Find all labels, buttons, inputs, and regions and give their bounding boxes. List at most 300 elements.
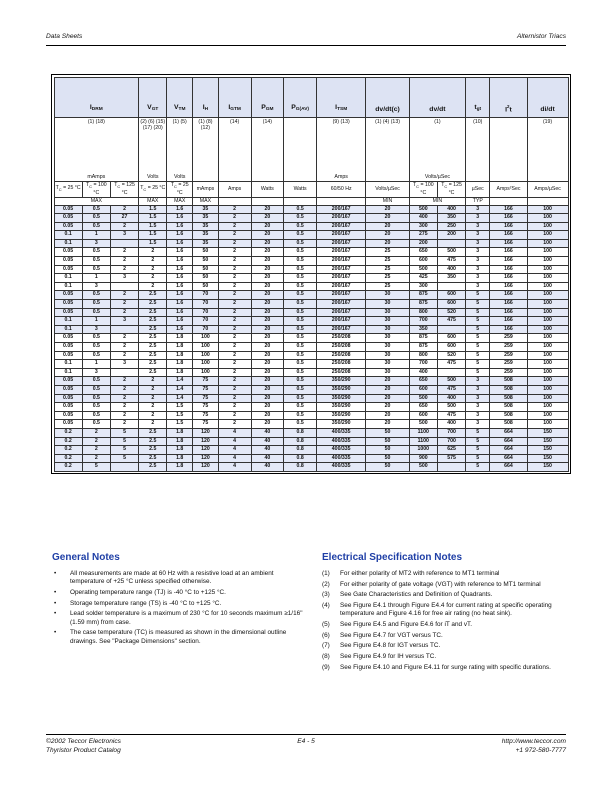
table-cell: 1.5	[139, 205, 167, 214]
table-cell: 1.6	[167, 239, 193, 248]
table-cell: 350/290	[317, 385, 366, 394]
table-cell: 166	[490, 265, 527, 274]
page-footer	[46, 734, 566, 765]
table-row	[54, 248, 568, 257]
electrical-note-item	[322, 591, 574, 599]
column-header: di/dt	[527, 77, 568, 117]
table-cell: 20	[251, 351, 284, 360]
table-cell: 2	[139, 248, 167, 257]
table-cell: 0.5	[82, 300, 110, 309]
table-cell: 700	[437, 428, 465, 437]
table-cell: 5	[466, 291, 490, 300]
table-cell: 0.5	[284, 377, 317, 386]
electrical-note-text: See Figure E4.7 for VGT versus TC.	[340, 631, 443, 639]
table-cell: 0.05	[54, 300, 82, 309]
table-cell: 20	[366, 420, 409, 429]
column-notes: (2) (6) (15) (17) (20)	[139, 117, 167, 171]
table-cell: 200/167	[317, 265, 366, 274]
table-cell: 50	[366, 446, 409, 455]
table-cell: 2.5	[139, 334, 167, 343]
general-note-item	[52, 610, 307, 627]
table-cell: 0.5	[82, 308, 110, 317]
table-cell: 5	[466, 343, 490, 352]
table-row	[54, 343, 568, 352]
table-cell: 5	[110, 454, 138, 463]
table-cell: 2	[110, 205, 138, 214]
table-cell: 2	[110, 308, 138, 317]
electrical-note-item	[322, 581, 574, 589]
table-cell: 0.1	[54, 360, 82, 369]
column-unit	[366, 171, 409, 182]
table-cell: 400/335	[317, 463, 366, 472]
table-cell: 2	[110, 411, 138, 420]
note-number: (7)	[322, 642, 330, 650]
table-cell: 0.5	[82, 257, 110, 266]
column-notes: (14)	[251, 117, 284, 171]
electrical-notes-list	[322, 570, 574, 674]
table-cell: 400	[437, 394, 465, 403]
table-cell: 400/335	[317, 454, 366, 463]
table-cell: 600	[437, 343, 465, 352]
limit-cell	[317, 197, 366, 205]
table-cell: 50	[193, 274, 219, 283]
table-cell: 20	[251, 325, 284, 334]
table-cell: 0.2	[54, 446, 82, 455]
table-cell: 664	[490, 428, 527, 437]
table-cell: 2.5	[139, 360, 167, 369]
table-cell: 625	[437, 446, 465, 455]
table-cell: 20	[366, 385, 409, 394]
column-unit: Amps	[317, 171, 366, 182]
table-cell: 20	[366, 394, 409, 403]
table-cell: 400/335	[317, 437, 366, 446]
table-cell: 20	[251, 377, 284, 386]
table-row	[54, 377, 568, 386]
limit-cell	[284, 197, 317, 205]
table-cell: 75	[193, 403, 219, 412]
table-cell: 0.05	[54, 411, 82, 420]
table-cell: 50	[366, 428, 409, 437]
table-cell: 0.5	[284, 385, 317, 394]
column-notes: (9) (13)	[317, 117, 366, 171]
limit-cell: MAX	[193, 197, 219, 205]
table-cell: 3	[110, 231, 138, 240]
table-cell: 2	[139, 411, 167, 420]
condition-cell: $T_C = 100$ °C	[82, 181, 110, 197]
table-cell: 0.5	[284, 308, 317, 317]
table-cell	[437, 239, 465, 248]
limit-cell	[251, 197, 284, 205]
table-cell: 1.6	[167, 222, 193, 231]
table-cell: 2	[218, 394, 251, 403]
table-cell: 3	[82, 368, 110, 377]
table-cell: 166	[490, 222, 527, 231]
table-cell: 40	[251, 454, 284, 463]
table-cell: 5	[466, 454, 490, 463]
table-cell: 70	[193, 291, 219, 300]
table-cell: 1.5	[167, 420, 193, 429]
table-cell: 200/167	[317, 325, 366, 334]
column-header: $I_H$	[193, 77, 219, 117]
table-cell: 600	[437, 300, 465, 309]
table-cell: 2	[110, 222, 138, 231]
table-cell: 0.5	[284, 368, 317, 377]
table-cell: 1000	[409, 446, 437, 455]
general-note-text: Lead solder temperature is a maximum of 230 °C for 10 seconds maximum ≥1/16" (1.59 mm) from case.	[70, 610, 303, 626]
table-cell: 2	[82, 446, 110, 455]
table-cell: 2	[218, 231, 251, 240]
table-cell: 2	[110, 291, 138, 300]
table-cell: 2.5	[139, 446, 167, 455]
bullet-icon: •	[54, 570, 57, 577]
note-number: (2)	[322, 580, 330, 588]
table-cell: 475	[437, 360, 465, 369]
limit-cell: MAX	[54, 197, 139, 205]
table-cell: 259	[490, 351, 527, 360]
table-cell: 200/167	[317, 248, 366, 257]
table-cell: 150	[527, 454, 568, 463]
table-cell: 3	[466, 420, 490, 429]
condition-cell: Amps/µSec	[527, 181, 568, 197]
table-cell: 25	[366, 274, 409, 283]
table-cell: 30	[366, 325, 409, 334]
table-cell: 25	[366, 257, 409, 266]
table-cell: 0.5	[82, 248, 110, 257]
table-cell: 20	[251, 248, 284, 257]
table-cell: 475	[437, 385, 465, 394]
table-cell: 2	[218, 351, 251, 360]
table-cell: 200/167	[317, 222, 366, 231]
table-cell: 20	[251, 368, 284, 377]
table-cell: 5	[466, 368, 490, 377]
table-cell: 600	[409, 257, 437, 266]
table-cell: 2	[218, 385, 251, 394]
table-cell: 50	[193, 257, 219, 266]
table-symbol-header-row	[54, 77, 568, 117]
table-cell: 2	[218, 343, 251, 352]
table-cell: 475	[437, 411, 465, 420]
table-cell: 500	[437, 248, 465, 257]
table-cell: 100	[193, 334, 219, 343]
table-cell: 166	[490, 300, 527, 309]
table-cell: 3	[110, 274, 138, 283]
table-cell: 100	[527, 222, 568, 231]
table-row	[54, 394, 568, 403]
table-cell: 0.5	[82, 420, 110, 429]
table-cell: 259	[490, 360, 527, 369]
table-cell: 350	[437, 214, 465, 223]
general-note-text: Storage temperature range (TS) is -40 °C to +125 °C.	[70, 599, 222, 607]
table-cell: 1.6	[167, 248, 193, 257]
table-row	[54, 231, 568, 240]
table-cell: 0.5	[284, 317, 317, 326]
table-cell: 875	[409, 300, 437, 309]
table-cell: 150	[527, 428, 568, 437]
table-cell: 0.5	[82, 222, 110, 231]
table-cell: 0.5	[284, 343, 317, 352]
table-cell: 200/167	[317, 300, 366, 309]
note-number: (8)	[322, 653, 330, 661]
column-notes: (1) (4) (13)	[366, 117, 409, 171]
table-cell: 0.05	[54, 343, 82, 352]
table-cell: 0.05	[54, 351, 82, 360]
condition-cell: $T_C = 100$ °C	[409, 181, 437, 197]
table-cell: 400	[409, 214, 437, 223]
column-notes	[284, 117, 317, 171]
table-cell: 200/167	[317, 291, 366, 300]
table-row	[54, 454, 568, 463]
table-cell: 3	[466, 222, 490, 231]
table-cell: 2	[110, 300, 138, 309]
table-cell: 3	[466, 403, 490, 412]
table-cell: 0.2	[54, 437, 82, 446]
table-cell: 0.5	[82, 377, 110, 386]
bullet-icon: •	[54, 599, 57, 607]
table-cell: 500	[409, 463, 437, 472]
table-cell: 3	[466, 394, 490, 403]
table-cell: 40	[251, 437, 284, 446]
table-cell: 2.5	[139, 308, 167, 317]
table-cell: 1.6	[167, 300, 193, 309]
table-cell: 100	[193, 343, 219, 352]
table-cell	[437, 325, 465, 334]
table-cell: 1.5	[139, 214, 167, 223]
table-cell: 3	[82, 282, 110, 291]
table-cell: 350	[437, 274, 465, 283]
table-cell	[437, 282, 465, 291]
condition-cell: Amps	[218, 181, 251, 197]
table-cell: 150	[527, 437, 568, 446]
column-unit	[527, 171, 568, 182]
table-cell: 5	[466, 334, 490, 343]
column-unit	[466, 171, 490, 182]
column-unit: Volts	[139, 171, 167, 182]
column-header: $t_{gt}$	[466, 77, 490, 117]
table-cell: 2	[110, 385, 138, 394]
table-cell: 5	[466, 428, 490, 437]
table-cell: 1100	[409, 428, 437, 437]
table-cell: 508	[490, 420, 527, 429]
table-cell: 100	[527, 291, 568, 300]
table-row	[54, 291, 568, 300]
table-cell: 875	[409, 343, 437, 352]
column-unit: mAmps	[54, 171, 139, 182]
table-cell: 5	[110, 437, 138, 446]
table-cell: 2.5	[139, 463, 167, 472]
table-cell: 259	[490, 368, 527, 377]
condition-cell: 60/50 Hz	[317, 181, 366, 197]
column-header: $P_{GM}$	[251, 77, 284, 117]
electrical-notes-title: Electrical Specification Notes	[322, 552, 463, 563]
table-cell: 40	[251, 446, 284, 455]
footer-website-link[interactable]: http://www.teccor.com	[501, 738, 566, 745]
table-cell: 300	[409, 222, 437, 231]
table-cell: 40	[251, 428, 284, 437]
condition-cell: Watts	[251, 181, 284, 197]
table-cell: 0.2	[54, 463, 82, 472]
table-cell: 0.05	[54, 308, 82, 317]
table-cell: 1.5	[167, 411, 193, 420]
table-cell: 0.05	[54, 377, 82, 386]
table-cell: 0.5	[284, 360, 317, 369]
table-cell: 400/335	[317, 428, 366, 437]
table-cell: 166	[490, 205, 527, 214]
table-cell: 0.5	[284, 222, 317, 231]
general-note-item	[52, 589, 307, 597]
table-cell: 2	[218, 239, 251, 248]
table-cell: 508	[490, 377, 527, 386]
table-cell: 3	[466, 282, 490, 291]
table-cell: 0.05	[54, 394, 82, 403]
table-cell: 166	[490, 274, 527, 283]
table-cell: 35	[193, 214, 219, 223]
table-cell: 600	[409, 411, 437, 420]
table-cell: 100	[527, 274, 568, 283]
table-cell: 2	[218, 205, 251, 214]
table-cell: 20	[251, 403, 284, 412]
table-cell: 0.8	[284, 463, 317, 472]
table-cell: 0.5	[82, 394, 110, 403]
table-cell: 0.05	[54, 248, 82, 257]
table-cell: 475	[437, 257, 465, 266]
note-number: (4)	[322, 602, 330, 610]
table-cell: 2	[218, 300, 251, 309]
table-row	[54, 325, 568, 334]
electrical-note-text: See Figure E4.10 and Figure E4.11 for surge rating with specific durations.	[340, 663, 551, 671]
table-cell: 20	[251, 222, 284, 231]
table-cell: 20	[251, 265, 284, 274]
table-cell: 100	[527, 231, 568, 240]
table-cell: 300	[409, 282, 437, 291]
table-cell: 0.1	[54, 231, 82, 240]
table-cell: 250/208	[317, 351, 366, 360]
table-cell: 30	[366, 300, 409, 309]
table-cell: 50	[366, 463, 409, 472]
table-cell: 2	[110, 265, 138, 274]
table-cell: 20	[366, 222, 409, 231]
table-cell: 20	[251, 411, 284, 420]
table-cell: 166	[490, 248, 527, 257]
table-cell: 2	[218, 403, 251, 412]
table-cell: 1.6	[167, 214, 193, 223]
condition-cell: Volts/µSec	[366, 181, 409, 197]
table-cell: 520	[437, 308, 465, 317]
table-cell: 0.1	[54, 317, 82, 326]
table-cell: 400	[437, 420, 465, 429]
electrical-note-item	[322, 602, 574, 619]
electrical-note-text: See Figure E4.5 and Figure E4.6 for iT and vT.	[340, 621, 473, 629]
table-row	[54, 351, 568, 360]
table-cell: 500	[409, 205, 437, 214]
column-header: $V_{GT}$	[139, 77, 167, 117]
table-cell: 2.5	[139, 343, 167, 352]
table-cell: 20	[251, 420, 284, 429]
table-limit-row	[54, 197, 568, 205]
table-cell: 100	[193, 368, 219, 377]
electrical-note-text: For either polarity of gate voltage (VGT) with reference to MT1 terminal	[340, 580, 541, 588]
table-cell	[110, 463, 138, 472]
table-cell: 3	[466, 411, 490, 420]
table-cell: 2.5	[139, 325, 167, 334]
table-row	[54, 300, 568, 309]
electrical-note-text: See Figure E4.1 through Figure E4.4 for current rating at specific operating temperature and Figure 4.16 for free air rating (no heat sink).	[340, 602, 552, 618]
table-cell: 1.8	[167, 428, 193, 437]
table-cell: 520	[437, 351, 465, 360]
table-cell: 50	[193, 282, 219, 291]
table-cell: 0.8	[284, 428, 317, 437]
general-note-item	[52, 600, 307, 608]
table-cell: 20	[251, 239, 284, 248]
table-cell: 100	[527, 403, 568, 412]
table-cell: 20	[251, 394, 284, 403]
table-cell: 508	[490, 411, 527, 420]
table-cell: 875	[409, 334, 437, 343]
table-notes-row	[54, 117, 568, 171]
table-cell: 200	[437, 231, 465, 240]
table-condition-row	[54, 181, 568, 197]
table-cell: 0.5	[82, 411, 110, 420]
limit-cell: TYP	[466, 197, 490, 205]
table-cell: 100	[527, 317, 568, 326]
table-cell: 0.5	[82, 351, 110, 360]
table-cell: 2	[218, 222, 251, 231]
table-cell: 100	[527, 265, 568, 274]
table-cell: 0.5	[284, 325, 317, 334]
table-cell: 1	[82, 317, 110, 326]
page-header	[46, 31, 566, 46]
table-cell: 3	[466, 231, 490, 240]
table-cell: 664	[490, 446, 527, 455]
general-note-item	[52, 629, 307, 646]
table-cell: 0.5	[82, 214, 110, 223]
table-cell: 100	[527, 205, 568, 214]
table-cell: 600	[409, 385, 437, 394]
table-cell: 20	[251, 257, 284, 266]
table-cell: 2	[218, 214, 251, 223]
limit-cell	[527, 197, 568, 205]
table-cell: 2	[110, 420, 138, 429]
condition-cell: $T_C = 25$ °C	[167, 181, 193, 197]
table-cell: 100	[527, 325, 568, 334]
table-cell: 30	[366, 334, 409, 343]
table-cell: 650	[409, 403, 437, 412]
column-unit: Volts/µSec	[409, 171, 465, 182]
general-note-text: Operating temperature range (TJ) is -40 °C to +125 °C.	[70, 588, 226, 596]
table-cell: 20	[251, 300, 284, 309]
bullet-icon: •	[54, 610, 57, 618]
table-cell: 0.5	[284, 214, 317, 223]
table-cell: 2	[139, 377, 167, 386]
condition-cell: Watts	[284, 181, 317, 197]
table-cell: 100	[527, 420, 568, 429]
table-cell: 2.5	[139, 428, 167, 437]
table-cell: 350/290	[317, 377, 366, 386]
table-cell: 120	[193, 463, 219, 472]
table-cell: 0.05	[54, 291, 82, 300]
note-number: (9)	[322, 663, 330, 671]
electrical-note-text: For either polarity of MT2 with reference to MT1 terminal	[340, 570, 500, 577]
table-cell: 30	[366, 317, 409, 326]
table-cell: 200/167	[317, 205, 366, 214]
table-cell: 0.5	[284, 334, 317, 343]
table-cell: 0.5	[82, 291, 110, 300]
table-cell: 2	[218, 377, 251, 386]
table-cell: 40	[251, 463, 284, 472]
table-cell: 70	[193, 325, 219, 334]
table-cell: 2	[110, 334, 138, 343]
table-cell: 30	[366, 360, 409, 369]
table-cell: 0.2	[54, 428, 82, 437]
